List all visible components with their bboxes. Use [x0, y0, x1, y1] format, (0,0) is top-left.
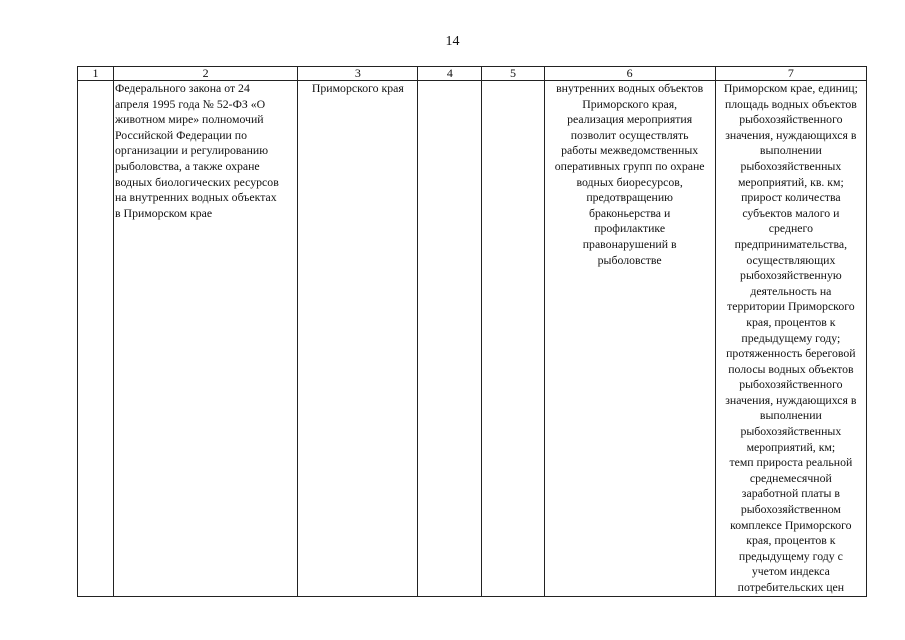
column-header-4: 4 [418, 67, 482, 81]
column-header-5: 5 [482, 67, 544, 81]
column-header-2: 2 [114, 67, 298, 81]
table-header-row [78, 67, 867, 81]
cell-col3-text: Приморского края [311, 81, 404, 95]
cell-col6-text: внутренних водных объектов Приморского края, реализация мероприятия позволит осуществлять работы межведомственных оперативных групп по охране водных биоресурсов, предотвращению браконьерства и профилактике правонарушений в рыболовстве [554, 81, 705, 267]
cell-col6 [544, 81, 715, 597]
cell-col5 [482, 81, 544, 597]
column-header-6: 6 [544, 67, 715, 81]
cell-col7 [715, 81, 866, 597]
column-header-1: 1 [78, 67, 114, 81]
cell-col4 [418, 81, 482, 597]
page-number: 14 [445, 34, 460, 49]
document-table [77, 66, 867, 597]
cell-col2 [114, 81, 298, 597]
column-header-3: 3 [298, 67, 418, 81]
column-header-7: 7 [715, 67, 866, 81]
table-row [78, 81, 867, 597]
cell-col3 [298, 81, 418, 597]
cell-col7-text: Приморском крае, единиц; площадь водных объектов рыбохозяйственного значения, нуждающихся в выполнении рыбохозяйственных мероприятий, кв. км; прирост количества субъектов малого и среднего предпринимательства, осуществляющих рыбохозяйственную деятельность на территории Приморского края, процентов к предыдущему году; протяженность береговой полосы водных объектов рыбохозяйственного значения, нуждающихся в выполнении рыбохозяйственных мероприятий, км; темп прироста реальной среднемесячной заработной платы в рыбохозяйственном комплексе Приморского края, процентов к предыдущему году с учетом индекса потребительских цен [723, 81, 858, 594]
cell-col1 [78, 81, 114, 597]
cell-col2-text: Федерального закона от 24 апреля 1995 года № 52-ФЗ «О животном мире» полномочий Российской Федерации по организации и регулированию рыболовства, а также охране водных биологических ресурсов на внутренних водных объектах в Приморском крае [115, 81, 279, 220]
